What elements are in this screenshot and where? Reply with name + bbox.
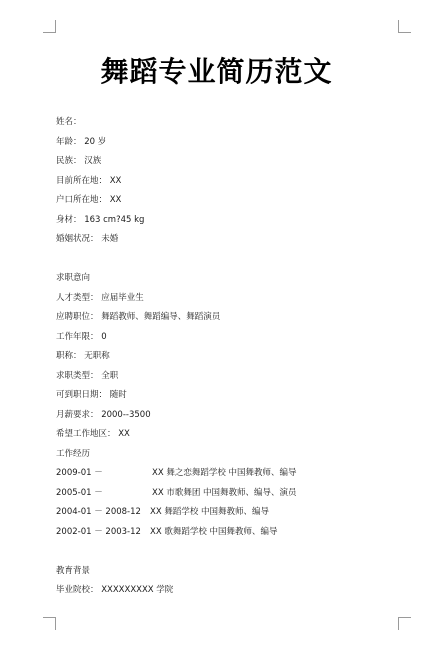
page-corner-mark-top-left xyxy=(43,20,56,33)
field-ethnicity: 民族： 汉族 xyxy=(56,156,102,166)
work-entry-desc: XX 市歌舞团 中国舞教师、编导、演员 xyxy=(152,488,297,498)
field-school: 毕业院校： XXXXXXXXX 学院 xyxy=(56,585,174,595)
work-entry xyxy=(56,468,386,479)
work-entry xyxy=(56,488,386,499)
field-age: 年龄： 20 岁 xyxy=(56,137,107,147)
work-entry-desc: XX 舞蹈学校 中国舞教师、编导 xyxy=(150,507,270,517)
field-body: 身材： 163 cm?45 kg xyxy=(56,215,145,225)
page-corner-mark-bottom-left xyxy=(43,617,56,630)
field-work-area: 希望工作地区： XX xyxy=(56,429,130,439)
page-corner-mark-bottom-right xyxy=(398,617,411,630)
work-entry-date: 2002-01 － 2003-12 xyxy=(56,527,141,537)
section-heading-work: 工作经历 xyxy=(56,449,91,459)
section-heading-intent: 求职意向 xyxy=(56,273,91,283)
work-entry xyxy=(56,507,386,518)
work-entry-desc: XX 舞之恋舞蹈学校 中国舞教师、编导 xyxy=(152,468,297,478)
field-salary: 月薪要求： 2000--3500 xyxy=(56,410,151,420)
work-entry-date: 2005-01 － xyxy=(56,488,103,498)
field-job-type: 求职类型： 全职 xyxy=(56,371,119,381)
section-heading-education: 教育背景 xyxy=(56,566,91,576)
field-marital-status: 婚姻状况： 未婚 xyxy=(56,234,119,244)
field-position: 应聘职位： 舞蹈教师、舞蹈编导、舞蹈演员 xyxy=(56,312,221,322)
field-household-location: 户口所在地： XX xyxy=(56,195,122,205)
document-title: 舞蹈专业简历范文 xyxy=(100,55,333,88)
work-entry-desc: XX 歌舞蹈学校 中国舞教师、编导 xyxy=(150,527,278,537)
field-name: 姓名： xyxy=(56,117,82,127)
work-entry-date: 2009-01 － xyxy=(56,468,103,478)
work-entry xyxy=(56,527,386,538)
field-current-location: 目前所在地： XX xyxy=(56,176,122,186)
field-talent-type: 人才类型： 应届毕业生 xyxy=(56,293,144,303)
field-work-years: 工作年限： 0 xyxy=(56,332,107,342)
field-title: 职称： 无职称 xyxy=(56,351,110,361)
work-entry-date: 2004-01 － 2008-12 xyxy=(56,507,141,517)
page-corner-mark-top-right xyxy=(398,20,411,33)
field-available-date: 可到职日期： 随时 xyxy=(56,390,127,400)
